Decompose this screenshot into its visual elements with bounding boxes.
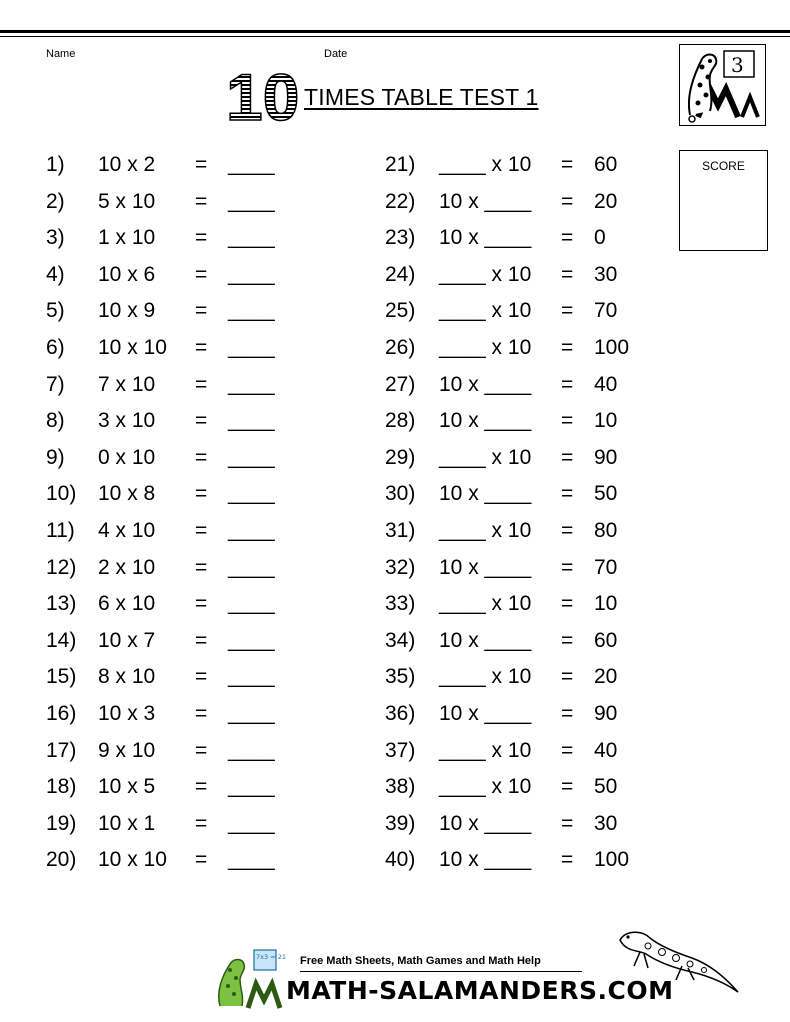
answer-blank: ____ — [228, 409, 275, 432]
question-number: 34) — [385, 629, 416, 652]
equals-sign: = — [195, 409, 208, 432]
equals-sign: = — [195, 665, 208, 688]
top-rule-thin — [0, 36, 790, 37]
question-expression: 7 x 10 — [98, 373, 156, 396]
question-number: 5) — [46, 299, 65, 322]
question-expression: 10 x 1 — [98, 812, 156, 835]
answer-blank: ____ — [228, 153, 275, 176]
question-product: 50 — [594, 775, 618, 798]
equals-sign: = — [561, 336, 574, 359]
equals-sign: = — [195, 446, 208, 469]
question-number: 19) — [46, 812, 77, 835]
question-number: 16) — [46, 702, 77, 725]
question-expression: 10 x ____ — [439, 226, 532, 249]
answer-blank: ____ — [228, 190, 275, 213]
question-expression: 5 x 10 — [98, 190, 156, 213]
question-number: 39) — [385, 812, 416, 835]
equals-sign: = — [195, 775, 208, 798]
question-expression: 10 x 3 — [98, 702, 156, 725]
question-expression: ____ x 10 — [439, 665, 532, 688]
question-expression: ____ x 10 — [439, 446, 532, 469]
question-product: 100 — [594, 848, 630, 871]
question-product: 40 — [594, 373, 618, 396]
question-expression: 10 x 10 — [98, 336, 167, 359]
question-expression: ____ x 10 — [439, 299, 532, 322]
footer-divider — [300, 971, 582, 972]
question-product: 10 — [594, 409, 618, 432]
question-product: 40 — [594, 739, 618, 762]
equals-sign: = — [195, 482, 208, 505]
equals-sign: = — [195, 848, 208, 871]
answer-blank: ____ — [228, 739, 275, 762]
question-expression: 10 x 2 — [98, 153, 156, 176]
question-expression: 3 x 10 — [98, 409, 156, 432]
question-number: 2) — [46, 190, 65, 213]
question-number: 15) — [46, 665, 77, 688]
question-product: 20 — [594, 665, 618, 688]
question-product: 60 — [594, 153, 618, 176]
question-expression: 10 x ____ — [439, 482, 532, 505]
question-product: 60 — [594, 629, 618, 652]
question-number: 3) — [46, 226, 65, 249]
equals-sign: = — [561, 373, 574, 396]
question-expression: 10 x ____ — [439, 373, 532, 396]
question-number: 21) — [385, 153, 416, 176]
question-expression: 10 x 8 — [98, 482, 156, 505]
equals-sign: = — [195, 739, 208, 762]
question-product: 90 — [594, 446, 618, 469]
equals-sign: = — [561, 409, 574, 432]
question-number: 24) — [385, 263, 416, 286]
question-expression: 8 x 10 — [98, 665, 156, 688]
equals-sign: = — [561, 190, 574, 213]
equals-sign: = — [561, 482, 574, 505]
question-number: 22) — [385, 190, 416, 213]
salamander-drawing — [612, 922, 744, 1007]
page-title: TIMES TABLE TEST 1 — [304, 84, 539, 110]
answer-blank: ____ — [228, 812, 275, 835]
question-number: 17) — [46, 739, 77, 762]
question-number: 40) — [385, 848, 416, 871]
equals-sign: = — [561, 848, 574, 871]
answer-blank: ____ — [228, 446, 275, 469]
equals-sign: = — [195, 592, 208, 615]
footer-salamander-logo — [212, 948, 292, 1017]
equals-sign: = — [561, 739, 574, 762]
question-number: 27) — [385, 373, 416, 396]
answer-blank: ____ — [228, 556, 275, 579]
equals-sign: = — [561, 629, 574, 652]
question-expression: ____ x 10 — [439, 775, 532, 798]
question-expression: 10 x ____ — [439, 812, 532, 835]
question-number: 6) — [46, 336, 65, 359]
date-label: Date — [324, 48, 348, 60]
equals-sign: = — [195, 153, 208, 176]
equals-sign: = — [195, 702, 208, 725]
question-number: 28) — [385, 409, 416, 432]
question-expression: 10 x 7 — [98, 629, 156, 652]
answer-blank: ____ — [228, 665, 275, 688]
equals-sign: = — [195, 556, 208, 579]
svg-text:7x3 = 21: 7x3 = 21 — [256, 953, 286, 961]
question-product: 10 — [594, 592, 618, 615]
answer-blank: ____ — [228, 519, 275, 542]
equals-sign: = — [561, 446, 574, 469]
footer-tagline: Free Math Sheets, Math Games and Math Help — [300, 955, 541, 967]
answer-blank: ____ — [228, 263, 275, 286]
question-number: 14) — [46, 629, 77, 652]
answer-blank: ____ — [228, 629, 275, 652]
question-expression: 10 x 6 — [98, 263, 156, 286]
equals-sign: = — [561, 775, 574, 798]
question-expression: 2 x 10 — [98, 556, 156, 579]
equals-sign: = — [195, 336, 208, 359]
question-number: 12) — [46, 556, 77, 579]
equals-sign: = — [561, 519, 574, 542]
equals-sign: = — [561, 702, 574, 725]
question-expression: ____ x 10 — [439, 263, 532, 286]
question-expression: 10 x ____ — [439, 190, 532, 213]
answer-blank: ____ — [228, 702, 275, 725]
question-number: 7) — [46, 373, 65, 396]
question-expression: 10 x 9 — [98, 299, 156, 322]
question-number: 10) — [46, 482, 77, 505]
answer-blank: ____ — [228, 226, 275, 249]
question-product: 70 — [594, 299, 618, 322]
question-number: 36) — [385, 702, 416, 725]
equals-sign: = — [561, 665, 574, 688]
answer-blank: ____ — [228, 373, 275, 396]
question-number: 18) — [46, 775, 77, 798]
question-expression: 9 x 10 — [98, 739, 156, 762]
question-expression: 10 x ____ — [439, 409, 532, 432]
question-expression: 0 x 10 — [98, 446, 156, 469]
equals-sign: = — [195, 373, 208, 396]
question-expression: 10 x ____ — [439, 629, 532, 652]
question-expression: 10 x ____ — [439, 702, 532, 725]
question-product: 50 — [594, 482, 618, 505]
question-expression: ____ x 10 — [439, 592, 532, 615]
question-product: 80 — [594, 519, 618, 542]
question-number: 38) — [385, 775, 416, 798]
question-number: 25) — [385, 299, 416, 322]
question-product: 100 — [594, 336, 630, 359]
equals-sign: = — [561, 812, 574, 835]
equals-sign: = — [195, 812, 208, 835]
question-number: 20) — [46, 848, 77, 871]
question-expression: ____ x 10 — [439, 153, 532, 176]
question-number: 4) — [46, 263, 65, 286]
equals-sign: = — [561, 153, 574, 176]
equals-sign: = — [561, 556, 574, 579]
title-number — [226, 64, 298, 131]
question-expression: ____ x 10 — [439, 336, 532, 359]
question-product: 20 — [594, 190, 618, 213]
question-number: 8) — [46, 409, 65, 432]
question-number: 23) — [385, 226, 416, 249]
name-label: Name — [46, 48, 76, 60]
equals-sign: = — [195, 299, 208, 322]
answer-blank: ____ — [228, 336, 275, 359]
score-label: SCORE — [702, 159, 745, 173]
question-expression: ____ x 10 — [439, 519, 532, 542]
equals-sign: = — [195, 263, 208, 286]
equals-sign: = — [561, 226, 574, 249]
question-expression: 10 x 5 — [98, 775, 156, 798]
equals-sign: = — [561, 299, 574, 322]
question-expression: 6 x 10 — [98, 592, 156, 615]
answer-blank: ____ — [228, 299, 275, 322]
question-number: 11) — [46, 519, 75, 542]
question-product: 0 — [594, 226, 606, 249]
question-number: 26) — [385, 336, 416, 359]
question-number: 33) — [385, 592, 416, 615]
question-number: 9) — [46, 446, 65, 469]
question-number: 29) — [385, 446, 416, 469]
equals-sign: = — [195, 519, 208, 542]
top-rule-thick — [0, 30, 790, 33]
question-expression: 10 x 10 — [98, 848, 167, 871]
equals-sign: = — [561, 263, 574, 286]
equals-sign: = — [195, 629, 208, 652]
question-expression: 1 x 10 — [98, 226, 156, 249]
salamander-logo — [679, 44, 766, 126]
question-number: 37) — [385, 739, 416, 762]
equals-sign: = — [195, 226, 208, 249]
question-expression: 4 x 10 — [98, 519, 156, 542]
question-product: 90 — [594, 702, 618, 725]
score-box — [679, 150, 768, 251]
question-number: 35) — [385, 665, 416, 688]
question-product: 30 — [594, 812, 618, 835]
equals-sign: = — [561, 592, 574, 615]
question-product: 70 — [594, 556, 618, 579]
svg-text:3: 3 — [731, 53, 744, 77]
question-expression: 10 x ____ — [439, 556, 532, 579]
answer-blank: ____ — [228, 775, 275, 798]
question-number: 32) — [385, 556, 416, 579]
question-expression: 10 x ____ — [439, 848, 532, 871]
question-number: 13) — [46, 592, 77, 615]
svg-text:10: 10 — [226, 64, 298, 126]
question-number: 30) — [385, 482, 416, 505]
question-number: 31) — [385, 519, 416, 542]
question-number: 1) — [46, 153, 65, 176]
equals-sign: = — [195, 190, 208, 213]
answer-blank: ____ — [228, 482, 275, 505]
answer-blank: ____ — [228, 592, 275, 615]
question-product: 30 — [594, 263, 618, 286]
answer-blank: ____ — [228, 848, 275, 871]
footer-brand: MATH-SALAMANDERS.COM — [286, 976, 674, 1005]
question-expression: ____ x 10 — [439, 739, 532, 762]
